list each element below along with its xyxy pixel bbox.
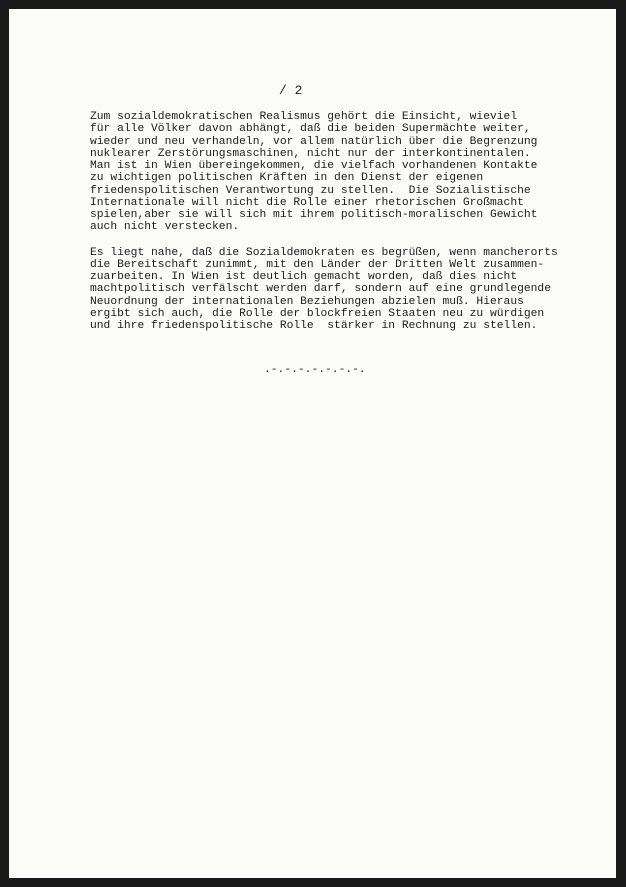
- text-line: für alle Völker davon abhängt, daß die beiden Supermächte weiter,: [90, 123, 531, 136]
- text-line: zuarbeiten. In Wien ist deutlich gemacht worden, daß dies nicht: [90, 271, 518, 283]
- paragraph-1: [90, 111, 600, 234]
- document-page: [9, 9, 616, 878]
- body-text: [90, 111, 600, 332]
- paragraph-gap: [90, 234, 600, 247]
- text-line: und ihre friedenspolitische Rolle stärker in Rechnung zu stellen.: [90, 320, 538, 332]
- paragraph-2: [90, 247, 600, 333]
- text-line: zu wichtigen politischen Kräften in den Dienst der eigenen: [90, 172, 484, 185]
- text-line: spielen,aber sie will sich mit ihrem politisch-moralischen Gewicht: [90, 209, 538, 221]
- text-line: die Bereitschaft zunimmt, mit den Länder der Dritten Welt zusammen-: [90, 258, 545, 271]
- text-line: Man ist in Wien übereingekommen, die vielfach vorhandenen Kontakte: [90, 160, 538, 172]
- text-line: friedenspolitischen Verantwortung zu stellen. Die Sozialistische: [90, 184, 531, 197]
- text-line: auch nicht verstecken.: [90, 221, 240, 234]
- text-line: Neuordnung der internationalen Beziehungen abzielen muß. Hieraus: [90, 295, 524, 308]
- text-line: Zum sozialdemokratischen Realismus gehört die Einsicht, wieviel: [90, 111, 518, 123]
- section-separator: .-.-.-.-.-.-.-.: [264, 364, 366, 376]
- text-line: wieder und neu verhandeln, vor allem natürlich über die Begrenzung: [90, 135, 538, 148]
- page-number: / 2: [279, 83, 303, 98]
- text-line: nuklearer Zerstörungsmaschinen, nicht nur der interkontinentalen.: [90, 147, 531, 160]
- text-line: Es liegt nahe, daß die Sozialdemokraten es begrüßen, wenn mancherorts: [90, 246, 558, 259]
- text-line: Internationale will nicht die Rolle einer rhetorischen Großmacht: [90, 196, 524, 209]
- text-line: machtpolitisch verfälscht werden darf, sondern auf eine grundlegende: [90, 283, 551, 296]
- text-line: ergibt sich auch, die Rolle der blockfreien Staaten neu zu würdigen: [90, 307, 545, 320]
